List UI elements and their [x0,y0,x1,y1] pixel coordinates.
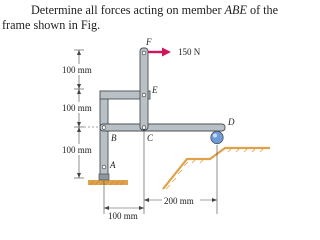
point-f: F [146,37,152,47]
pin-a-base [99,174,109,180]
member-label: ABE [224,3,247,17]
dim-base: 100 mm [108,211,138,221]
point-a: A [110,160,116,170]
dim-middle: 100 mm [62,103,92,113]
point-c: C [147,133,154,143]
point-d: D [228,117,235,127]
problem-line1-prefix: Determine all forces acting on member [31,3,225,17]
pin-c [142,126,146,130]
member-bcd [100,124,225,131]
ground-left [88,180,128,185]
member-fc [140,48,148,130]
load-arrow-head [162,48,171,57]
roller-highlight [213,134,217,138]
dim-right: 200 mm [164,196,194,206]
load-label: 150 N [178,47,201,57]
problem-line2: frame shown in Fig. [2,18,101,32]
problem-line1-suffix: of the [246,3,279,17]
member-abe [100,91,108,176]
pin-a [102,165,106,169]
dim-top: 100 mm [62,65,92,75]
pin-e [142,93,146,97]
pin-f [142,51,146,55]
horizontal-dimensions [104,131,217,214]
point-b: B [111,133,117,143]
dim-bottom: 100 mm [62,145,92,155]
point-e: E [152,85,158,95]
roller-support [211,131,223,143]
ground-slope [163,148,270,189]
pin-b [102,126,106,130]
